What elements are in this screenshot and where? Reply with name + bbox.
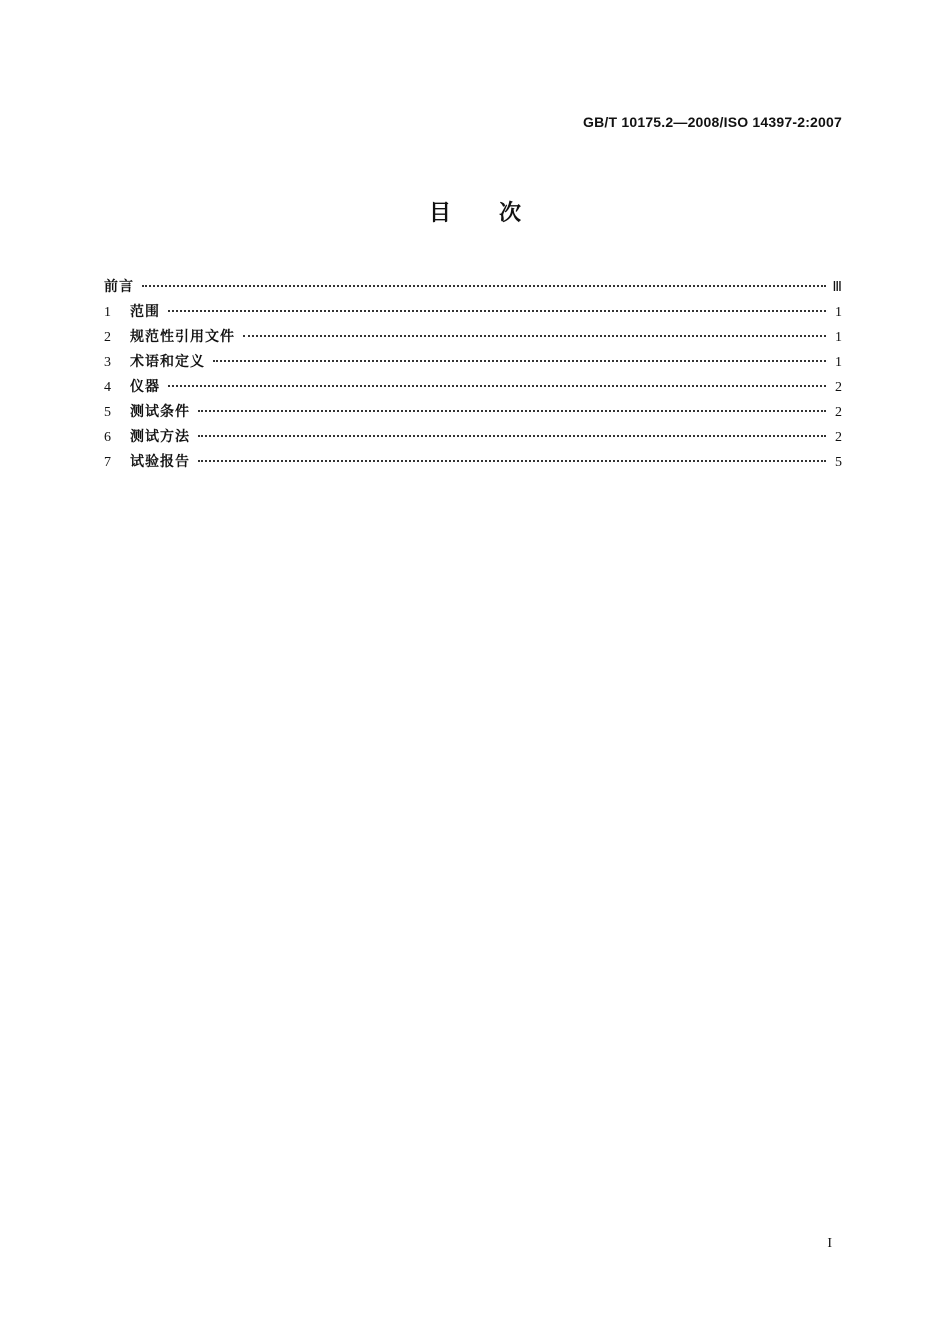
toc-entry-test-method[interactable] (104, 425, 842, 450)
dot-leader (198, 435, 826, 437)
table-of-contents (104, 275, 842, 475)
toc-entry-page: 1 (835, 355, 842, 370)
toc-entry-number: 7 (104, 455, 111, 470)
toc-entry-page: Ⅲ (832, 280, 842, 295)
toc-title: 目次 (428, 201, 569, 226)
toc-entry-page: 1 (835, 330, 842, 345)
toc-entry-number: 2 (104, 330, 111, 345)
toc-entry-label: 测试条件 (130, 404, 190, 420)
toc-entry-foreword[interactable] (104, 275, 842, 300)
dot-leader (213, 360, 826, 362)
dot-leader (142, 285, 826, 287)
dot-leader (168, 310, 826, 312)
toc-entry-label: 范围 (130, 304, 160, 320)
dot-leader (243, 335, 826, 337)
toc-entry-number: 3 (104, 355, 111, 370)
toc-entry-label: 术语和定义 (130, 354, 205, 370)
toc-entry-page: 1 (835, 305, 842, 320)
toc-entry-test-report[interactable] (104, 450, 842, 475)
standard-code: GB/T 10175.2—2008/ISO 14397-2:2007 (583, 114, 842, 130)
dot-leader (198, 460, 826, 462)
toc-entry-normative-references[interactable] (104, 325, 842, 350)
toc-entry-label: 前言 (104, 279, 134, 295)
toc-entry-number: 6 (104, 430, 111, 445)
toc-entry-page: 2 (835, 405, 842, 420)
toc-entry-number: 5 (104, 405, 111, 420)
dot-leader (168, 385, 826, 387)
toc-entry-page: 2 (835, 430, 842, 445)
toc-entry-scope[interactable] (104, 300, 842, 325)
dot-leader (198, 410, 826, 412)
toc-entry-test-conditions[interactable] (104, 400, 842, 425)
toc-entry-label: 测试方法 (130, 429, 190, 445)
toc-entry-page: 2 (835, 380, 842, 395)
toc-entry-label: 试验报告 (130, 454, 190, 470)
toc-entry-terms-definitions[interactable] (104, 350, 842, 375)
toc-entry-page: 5 (835, 455, 842, 470)
toc-entry-label: 规范性引用文件 (130, 329, 235, 345)
toc-entry-number: 1 (104, 305, 111, 320)
page-number: I (827, 1236, 832, 1251)
toc-entry-apparatus[interactable] (104, 375, 842, 400)
toc-entry-number: 4 (104, 380, 111, 395)
toc-entry-label: 仪器 (130, 379, 160, 395)
